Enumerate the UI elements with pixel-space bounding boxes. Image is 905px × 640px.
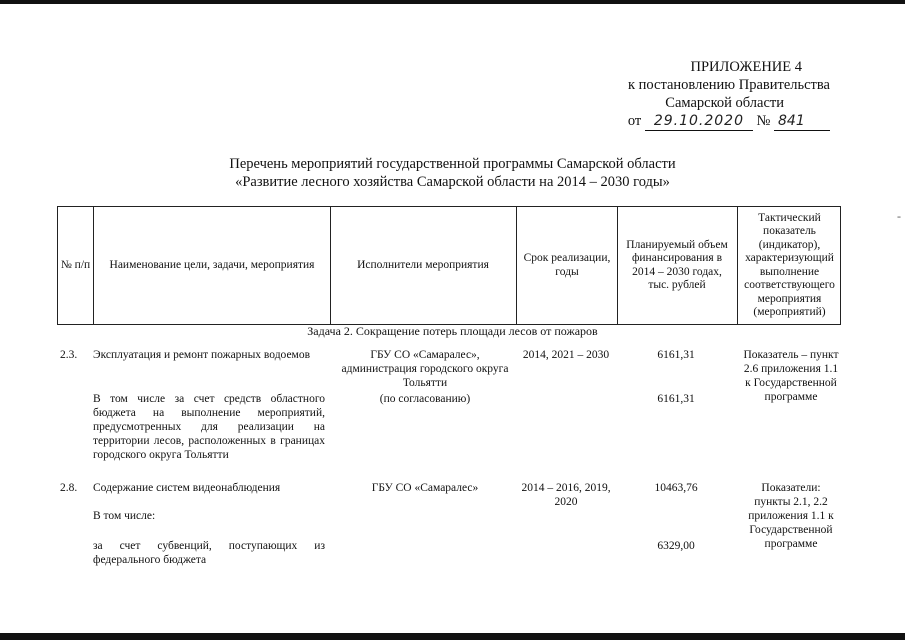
row-name-sub: В том числе за счет средств областного бюджета на выполнение мероприятий, предусмотренных для реализации на территории лесов, расположенных в границах городского округа Тольятти <box>93 393 325 461</box>
document-title <box>0 155 905 191</box>
row-num: 2.3. <box>60 349 78 361</box>
scan-top-edge <box>0 0 905 4</box>
row-name-main: Содержание систем видеонаблюдения <box>93 482 281 494</box>
col-border <box>330 206 331 324</box>
row-num: 2.8. <box>60 482 78 494</box>
row-indicator: Показатели: пункты 2.1, 2.2 приложения 1.1 к Государственной программе <box>748 482 834 550</box>
header-num: № п/п <box>60 258 91 271</box>
scan-bottom-edge <box>0 633 905 640</box>
margin-dash: - <box>897 209 901 223</box>
row-financing-main: 10463,76 <box>654 482 698 494</box>
row-name-main: Эксплуатация и ремонт пожарных водоемов <box>93 349 311 361</box>
row-name-sub: В том числе: <box>93 510 156 522</box>
date-prefix: от <box>627 113 642 129</box>
row-term: 2014 – 2016, 2019, 2020 <box>521 482 611 508</box>
handwritten-number: 841 <box>774 112 830 131</box>
task-row: Задача 2. Сокращение потерь площади лесов от пожаров <box>307 324 598 338</box>
header-indicator: Тактический показатель (индикатор), характеризующий выполнение соответствующего мероприятия (мероприятий) <box>744 211 835 318</box>
col-border <box>93 206 94 324</box>
col-border <box>737 206 738 324</box>
col-border <box>617 206 618 324</box>
row-term: 2014, 2021 – 2030 <box>522 349 610 361</box>
appendix-region-line: Самарской области <box>665 95 784 111</box>
appendix-title: ПРИЛОЖЕНИЕ 4 <box>690 59 802 75</box>
header-name: Наименование цели, задачи, мероприятия <box>109 258 315 271</box>
col-border <box>516 206 517 324</box>
row-executors-sub: (по согласованию) <box>379 393 471 405</box>
col-border <box>840 206 841 324</box>
row-financing-main: 6161,31 <box>657 349 695 361</box>
document-title-line-2: «Развитие лесного хозяйства Самарской области на 2014 – 2030 годы» <box>235 174 670 190</box>
row-name-sub2: за счет субвенций, поступающих из федерального бюджета <box>93 540 325 566</box>
row-financing-sub2: 6329,00 <box>657 540 695 552</box>
row-executors-main: ГБУ СО «Самаралес», администрация городского округа Тольятти <box>341 349 509 389</box>
appendix-resolution-line: к постановлению Правительства <box>628 77 830 93</box>
document-title-line-1: Перечень мероприятий государственной программы Самарской области <box>229 156 676 172</box>
header-executors: Исполнители мероприятия <box>357 258 489 271</box>
row-financing-sub: 6161,31 <box>657 393 695 405</box>
row-executors-main: ГБУ СО «Самаралес» <box>371 482 479 494</box>
header-term: Срок реализации, годы <box>523 252 611 278</box>
handwritten-date: 29.10.2020 <box>645 112 753 131</box>
number-prefix: № <box>756 113 771 129</box>
appendix-date-line <box>628 112 830 131</box>
header-financing: Планируемый объем финансирования в 2014 – 2030 годах, тыс. рублей <box>626 238 728 291</box>
row-indicator: Показатель – пункт 2.6 приложения 1.1 к Государственной программе <box>743 349 839 403</box>
